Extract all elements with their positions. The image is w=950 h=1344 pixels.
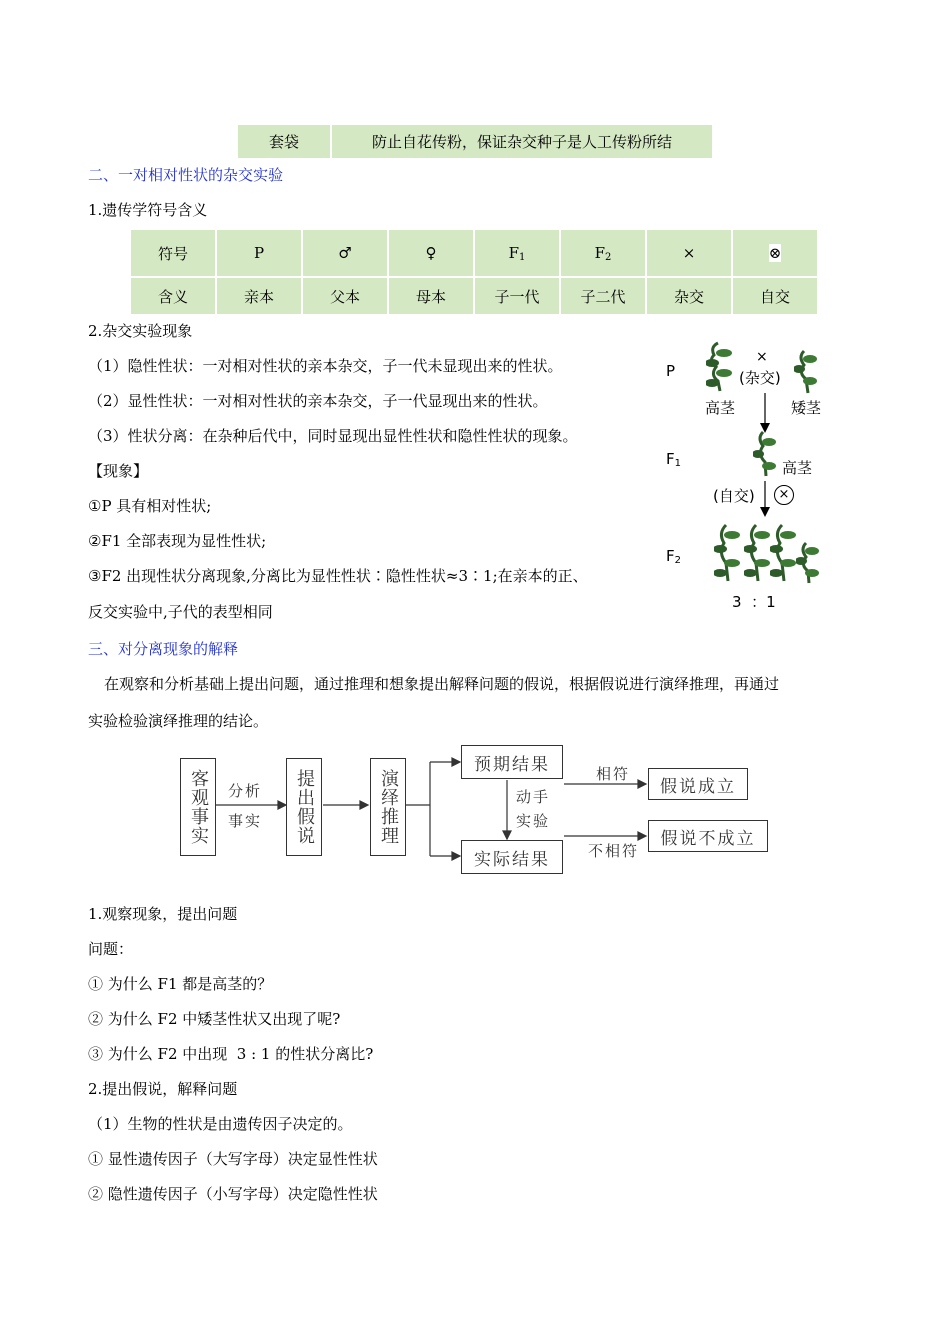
top-table-cell: 防止自花传粉，保证杂交种子是人工传粉所结	[331, 124, 713, 159]
hypothesis-item: ① 显性遗传因子（大写字母）决定显性性状	[88, 1150, 378, 1168]
meaning-cell: 含义	[130, 277, 216, 315]
paragraph-line: 实验检验演绎推理的结论。	[88, 712, 269, 730]
meaning-cell: 父本	[302, 277, 388, 315]
cross-symbol: ×	[756, 349, 768, 365]
meaning-cell: 杂交	[646, 277, 732, 315]
actual-result-box: 实际结果	[461, 840, 563, 874]
analyze-label: 事实	[228, 812, 263, 830]
symbols-table	[129, 228, 819, 316]
plant-icon	[714, 523, 744, 583]
definition-line: （2）显性性状：一对相对性状的亲本杂交，子一代显现出来的性状。	[88, 392, 548, 410]
definition-line: （1）隐性性状：一对相对性状的亲本杂交，子一代未显现出来的性状。	[88, 357, 563, 375]
meanings-row	[130, 277, 818, 315]
f2-label: $F_2$	[666, 547, 682, 566]
hypothesis-item: ② 隐性遗传因子（小写字母）决定隐性性状	[88, 1185, 378, 1203]
short-label: 矮茎	[791, 399, 822, 417]
symbol-cell: 符号	[130, 229, 216, 277]
definition-line: （3）性状分离：在杂种后代中，同时显现出显性性状和隐性性状的现象。	[88, 427, 578, 445]
symbol-cell: ♀	[388, 229, 474, 277]
invalid-box: 假说不成立	[648, 820, 768, 852]
section2-title: 二、一对相对性状的杂交实验	[88, 166, 284, 184]
match-label: 相符	[596, 765, 631, 783]
facts-box: 客观事实	[180, 758, 216, 856]
phenomena-heading: 2.杂交实验现象	[88, 322, 193, 340]
p-label: P	[666, 362, 676, 380]
hypothesis-box: 提出假说	[286, 758, 322, 856]
no-match-label: 不相符	[588, 842, 640, 860]
arrow-down-icon	[759, 481, 771, 517]
plant-icon	[753, 430, 779, 478]
symbols-heading: 1.遗传学符号含义	[88, 201, 208, 219]
f1-tall-label: 高茎	[782, 459, 813, 477]
symbol-cell: $F_2$	[560, 229, 646, 277]
section3-title: 三、对分离现象的解释	[88, 640, 239, 658]
meaning-cell: 子一代	[474, 277, 560, 315]
top-table-cell: 套袋	[237, 124, 331, 159]
question-label: 问题：	[88, 940, 134, 958]
phenomenon-label: 【现象】	[88, 462, 149, 480]
symbols-row	[130, 229, 818, 277]
tall-label: 高茎	[705, 399, 736, 417]
hypothesis-item: （1）生物的性状是由遗传因子决定的。	[88, 1115, 353, 1133]
symbol-cell: P	[216, 229, 302, 277]
self-symbol: ×	[774, 485, 794, 505]
ratio-text: 3 ：1	[732, 593, 776, 611]
hypothesis-heading: 2.提出假说，解释问题	[88, 1080, 238, 1098]
phenomenon-item: 反交实验中,子代的表型相同	[88, 603, 273, 621]
experiment-label: 动手	[516, 788, 551, 806]
plant-icon	[706, 341, 738, 393]
symbol-cell: $F_1$	[474, 229, 560, 277]
expected-result-box: 预期结果	[461, 745, 563, 779]
meaning-cell: 亲本	[216, 277, 302, 315]
question-item: ① 为什么 F1 都是高茎的？	[88, 975, 273, 993]
question-item: ③ 为什么 F2 中出现 3 : 1 的性状分离比?	[88, 1045, 374, 1063]
top-table	[236, 123, 714, 160]
phenomenon-item: ②F1 全部表现为显性性状;	[88, 532, 267, 550]
plant-icon	[794, 349, 822, 395]
self-text: (自交)	[713, 487, 755, 505]
symbol-cell: ♂	[302, 229, 388, 277]
meaning-cell: 自交	[732, 277, 818, 315]
question-item: ② 为什么 F2 中矮茎性状又出现了呢?	[88, 1010, 341, 1028]
symbol-cell: ×	[646, 229, 732, 277]
paragraph-line: 在观察和分析基础上提出问题，通过推理和想象提出解释问题的假说，根据假说进行演绎推理，再通过	[104, 675, 780, 693]
observe-heading: 1.观察现象，提出问题	[88, 905, 238, 923]
symbol-cell: ⊗	[732, 229, 818, 277]
cross-diagram	[650, 335, 850, 620]
flow-chart	[150, 740, 770, 880]
meaning-cell: 母本	[388, 277, 474, 315]
analyze-label: 分析	[228, 782, 263, 800]
cross-text: (杂交)	[739, 369, 781, 387]
plant-icon	[796, 541, 824, 585]
f1-label: $F_1$	[666, 450, 682, 469]
phenomenon-item: ①P 具有相对性状;	[88, 497, 212, 515]
phenomenon-item: ③F2 出现性状分离现象,分离比为显性性状∶隐性性状≈3∶1;在亲本的正、	[88, 567, 588, 585]
valid-box: 假说成立	[648, 768, 748, 800]
arrow-down-icon	[759, 393, 771, 433]
deduce-box: 演绎推理	[370, 758, 406, 856]
experiment-label: 实验	[516, 812, 551, 830]
meaning-cell: 子二代	[560, 277, 646, 315]
